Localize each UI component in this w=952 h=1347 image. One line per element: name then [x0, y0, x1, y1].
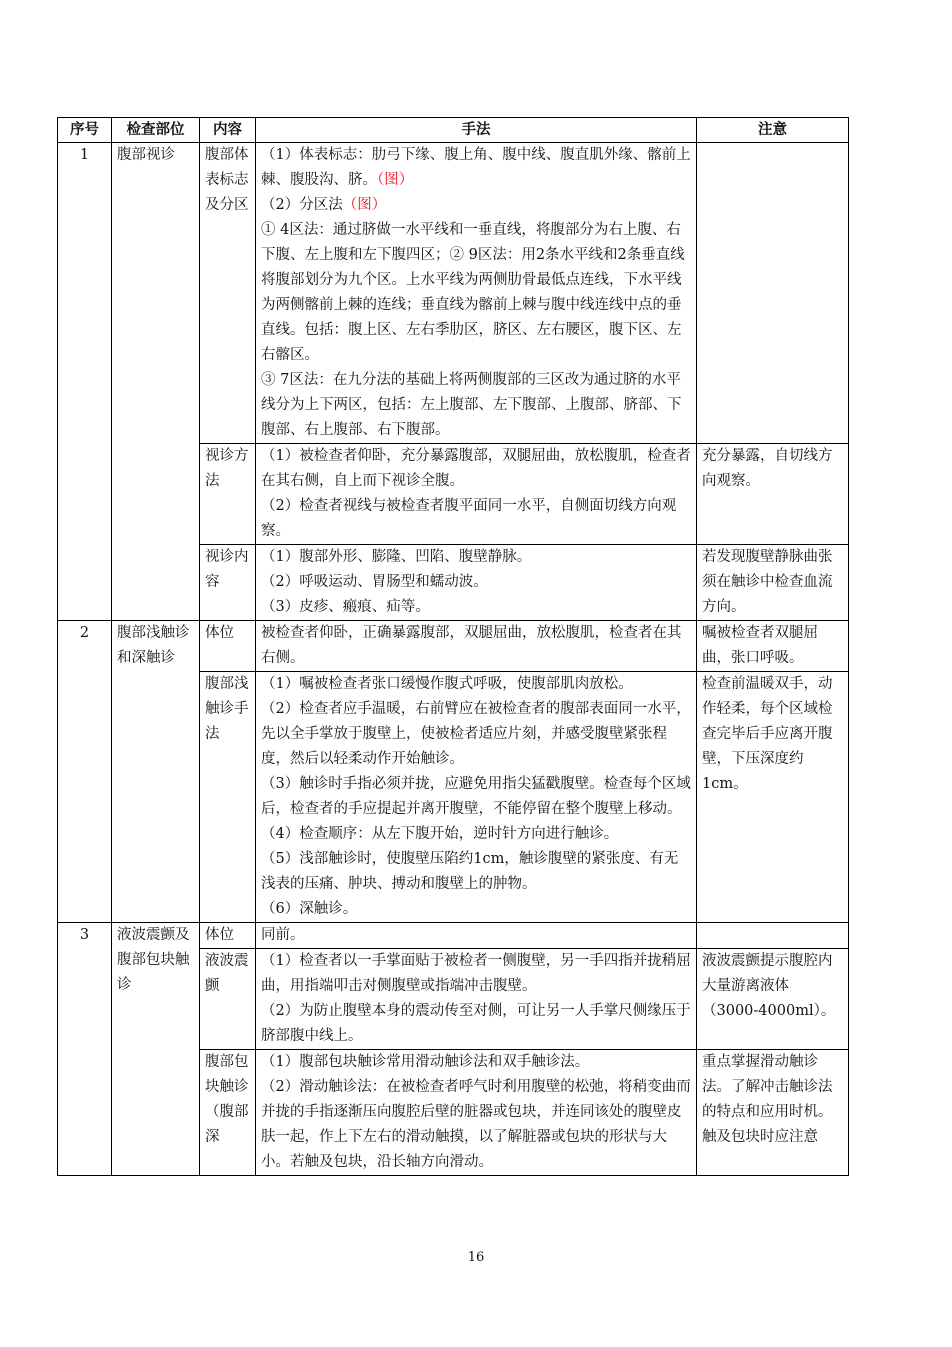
method-cell	[256, 545, 697, 621]
note-cell	[697, 923, 849, 949]
method-cell	[256, 143, 697, 444]
content-cell: 视诊方法	[200, 444, 256, 545]
exam-table	[57, 117, 849, 1176]
note-cell: 若发现腹壁静脉曲张须在触诊中检查血流方向。	[697, 545, 849, 621]
note-cell: 检查前温暖双手，动作轻柔，每个区域检查完毕后手应离开腹壁，下压深度约1cm。	[697, 672, 849, 923]
header-cell: 手法	[256, 118, 697, 143]
row-number: 1	[58, 143, 112, 621]
table-header-row	[58, 118, 849, 143]
method-cell	[256, 923, 697, 949]
method-line: （1）腹部外形、膨隆、凹陷、腹壁静脉。	[261, 549, 532, 565]
method-line: （2）为防止腹壁本身的震动传至对侧，可让另一人手掌尺侧缘压于脐部腹中线上。	[261, 1003, 691, 1044]
note-cell: 嘱被检查者双腿屈曲，张口呼吸。	[697, 621, 849, 672]
header-cell: 内容	[200, 118, 256, 143]
method-line: （2）呼吸运动、胃肠型和蠕动波。	[261, 574, 488, 590]
table-row	[58, 923, 849, 949]
table-row	[58, 143, 849, 444]
content-cell: 视诊内容	[200, 545, 256, 621]
note-cell: 重点掌握滑动触诊法。了解冲击触诊法的特点和应用时机。触及包块时应注意	[697, 1050, 849, 1176]
note-cell: 液波震颤提示腹腔内大量游离液体（3000-4000ml）。	[697, 949, 849, 1050]
content-cell: 液波震颤	[200, 949, 256, 1050]
method-line: （2）检查者应手温暖，右前臂应在被检查者的腹部表面同一水平，先以全手掌放于腹壁上，使被检者适应片刻，并感受腹壁紧张程度，然后以轻柔动作开始触诊。	[261, 701, 691, 767]
figure-ref: （图）	[377, 172, 414, 188]
method-line: （3）皮疹、瘢痕、疝等。	[261, 599, 430, 615]
method-cell	[256, 621, 697, 672]
method-line: （5）浅部触诊时，使腹壁压陷约1cm，触诊腹壁的紧张度、有无浅表的压痛、肿块、搏动和腹壁上的肿物。	[261, 851, 679, 892]
exam-part: 腹部浅触诊和深触诊	[112, 621, 200, 923]
content-cell: 腹部浅触诊手法	[200, 672, 256, 923]
content-cell: 体位	[200, 923, 256, 949]
row-number: 3	[58, 923, 112, 1176]
method-line: （6）深触诊。	[261, 901, 358, 917]
page-number: 16	[467, 1250, 485, 1265]
method-cell	[256, 1050, 697, 1176]
method-line: （1）嘱被检查者张口缓慢作腹式呼吸，使腹部肌肉放松。	[261, 676, 633, 692]
method-line: 被检查者仰卧，正确暴露腹部，双腿屈曲，放松腹肌，检查者在其右侧。	[261, 625, 682, 666]
content-cell: 体位	[200, 621, 256, 672]
method-line: （1）被检查者仰卧，充分暴露腹部，双腿屈曲，放松腹肌，检查者在其右侧，自上而下视诊全腹。	[261, 448, 691, 489]
method-line: ① 4区法：通过脐做一水平线和一垂直线，将腹部分为右上腹、右下腹、左上腹和左下腹四区；② 9区法：用2条水平线和2条垂直线将腹部划分为九个区。上水平线为两侧肋骨最低点连线，下水平线为两侧髂前上棘的连线；垂直线为髂前上棘与腹中线连线中点的垂直线。包括：腹上区、左右季肋区，脐区、左右腰区，腹下区、左右髂区。	[261, 222, 685, 363]
header-cell: 注意	[697, 118, 849, 143]
note-cell: 充分暴露，自切线方向观察。	[697, 444, 849, 545]
figure-ref: （图）	[342, 197, 387, 213]
method-line: （1）腹部包块触诊常用滑动触诊法和双手触诊法。	[261, 1054, 590, 1070]
header-cell: 检查部位	[112, 118, 200, 143]
content-cell: 腹部体表标志及分区	[200, 143, 256, 444]
method-cell	[256, 949, 697, 1050]
method-line: （1）体表标志：肋弓下缘、腹上角、腹中线、腹直肌外缘、髂前上棘、腹股沟、脐。（图）	[261, 147, 691, 188]
content-cell: 腹部包块触诊（腹部深	[200, 1050, 256, 1176]
method-cell	[256, 672, 697, 923]
exam-part: 腹部视诊	[112, 143, 200, 621]
header-cell: 序号	[58, 118, 112, 143]
method-line: （2）分区法（图）	[261, 197, 387, 213]
method-line: （1）检查者以一手掌面贴于被检者一侧腹壁，另一手四指并拢稍屈曲，用指端叩击对侧腹壁或指端冲击腹壁。	[261, 953, 691, 994]
method-line: （2）滑动触诊法：在被检查者呼气时利用腹壁的松弛，将稍变曲而并拢的手指逐渐压向腹腔后壁的脏器或包块，并连同该处的腹壁皮肤一起，作上下左右的滑动触摸，以了解脏器或包块的形状与大小。若触及包块，沿长轴方向滑动。	[261, 1079, 691, 1170]
exam-part: 液波震颤及腹部包块触诊	[112, 923, 200, 1176]
table-row	[58, 621, 849, 672]
method-line: ③ 7区法：在九分法的基础上将两侧腹部的三区改为通过脐的水平线分为上下两区，包括：左上腹部、左下腹部、上腹部、脐部、下腹部、右上腹部、右下腹部。	[261, 372, 682, 438]
note-cell	[697, 143, 849, 444]
row-number: 2	[58, 621, 112, 923]
method-cell	[256, 444, 697, 545]
method-line: 同前。	[261, 927, 305, 943]
method-line: （3）触诊时手指必须并拢，应避免用指尖猛戳腹壁。检查每个区域后，检查者的手应提起并离开腹壁，不能停留在整个腹壁上移动。	[261, 776, 691, 817]
method-line: （4）检查顺序：从左下腹开始，逆时针方向进行触诊。	[261, 826, 619, 842]
method-line: （2）检查者视线与被检查者腹平面同一水平，自侧面切线方向观察。	[261, 498, 677, 539]
